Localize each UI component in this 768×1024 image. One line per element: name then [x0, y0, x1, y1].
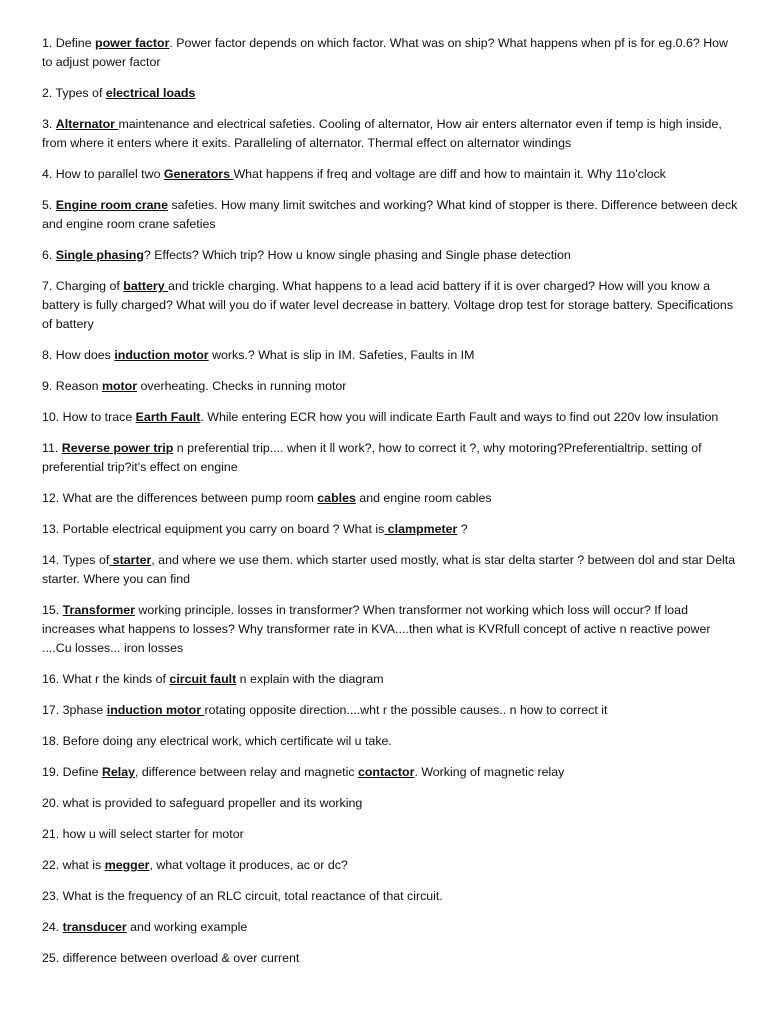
question-keyword: Transformer	[62, 603, 135, 617]
question-item	[42, 918, 738, 937]
question-keyword: motor	[101, 379, 138, 393]
question-text: 14. Types of	[42, 553, 110, 567]
question-keyword: power factor	[95, 36, 170, 50]
question-item	[42, 949, 738, 968]
question-text: 10. How to trace	[42, 410, 136, 424]
question-text: 22. what is	[42, 858, 105, 872]
question-text: n preferential trip.... when it ll work?, how to correct it ?, why motoring?Preferentialtrip. setting of preferential trip?it's effect on engine	[42, 441, 702, 474]
question-item	[42, 115, 738, 153]
question-text: 4. How to parallel two	[42, 167, 164, 181]
question-text: rotating opposite direction....wht r the possible causes.. n how to correct it	[204, 703, 608, 717]
question-text: working principle. losses in transformer? When transformer not working which loss will occur? If load increases what happens to losses? Why transformer rate in KVA....then what is KVRfull concept of active n reactive power ....Cu losses... iron losses	[42, 603, 711, 655]
question-text: . Working of magnetic relay	[414, 765, 565, 779]
question-text: n explain with the diagram	[236, 672, 384, 686]
question-text: overheating. Checks in running motor	[137, 379, 347, 393]
question-keyword: Reverse power trip	[61, 441, 174, 455]
question-item	[42, 520, 738, 539]
question-text: . While entering ECR how you will indicate Earth Fault and ways to find out 220v low insulation	[200, 410, 719, 424]
question-text: 18. Before doing any electrical work, which certificate wil u take.	[42, 734, 392, 748]
question-item	[42, 439, 738, 477]
question-item	[42, 246, 738, 265]
question-text: and working example	[126, 920, 248, 934]
question-text: 20. what is provided to safeguard propeller and its working	[42, 796, 363, 810]
question-text: . Power factor depends on which factor. What was on ship? What happens when pf is for eg.0.6? How to adjust power factor	[42, 36, 728, 69]
question-text: 17. 3phase	[42, 703, 107, 717]
question-text: 9. Reason	[42, 379, 102, 393]
question-text: 15.	[42, 603, 63, 617]
question-text: 1. Define	[42, 36, 96, 50]
question-keyword: Relay	[101, 765, 136, 779]
question-text: 19. Define	[42, 765, 102, 779]
question-text: 21. how u will select starter for motor	[42, 827, 244, 841]
question-item	[42, 165, 738, 184]
question-item	[42, 34, 738, 72]
question-keyword: transducer	[62, 920, 127, 934]
question-text: 23. What is the frequency of an RLC circuit, total reactance of that circuit.	[42, 889, 443, 903]
question-item	[42, 196, 738, 234]
question-text: and engine room cables	[355, 491, 492, 505]
question-text: 8. How does	[42, 348, 115, 362]
question-keyword: induction motor	[114, 348, 209, 362]
question-text: , difference between relay and magnetic	[135, 765, 358, 779]
question-text: 16. What r the kinds of	[42, 672, 170, 686]
question-text: 12. What are the differences between pump room	[42, 491, 318, 505]
question-text: ?	[457, 522, 468, 536]
question-keyword: Single phasing	[55, 248, 144, 262]
question-text: 3.	[42, 117, 56, 131]
question-item	[42, 277, 738, 334]
question-keyword: contactor	[357, 765, 415, 779]
question-keyword: circuit fault	[169, 672, 237, 686]
question-text: maintenance and electrical safeties. Cooling of alternator, How air enters alternator even if temp is high inside, from where it enters where it exits. Paralleling of alternator. Thermal effect on alternator windings	[42, 117, 722, 150]
question-item	[42, 670, 738, 689]
question-text: 13. Portable electrical equipment you carry on board ? What is	[42, 522, 385, 536]
question-text: , what voltage it produces, ac or dc?	[149, 858, 348, 872]
question-item	[42, 701, 738, 720]
question-keyword: Alternator	[55, 117, 119, 131]
question-item	[42, 408, 738, 427]
question-text: 6.	[42, 248, 56, 262]
question-text: 24.	[42, 920, 63, 934]
question-keyword: Engine room crane	[55, 198, 169, 212]
question-item	[42, 856, 738, 875]
question-keyword: clampmeter	[384, 522, 458, 536]
question-text: What happens if freq and voltage are diff and how to maintain it. Why 11o'clock	[233, 167, 666, 181]
question-keyword: Generators	[163, 167, 234, 181]
question-text: 7. Charging of	[42, 279, 124, 293]
question-text: and trickle charging. What happens to a lead acid battery if it is over charged? How will you know a battery is fully charged? What will you do if water level decrease in battery. Voltage drop test for storage battery. Specifications of battery	[42, 279, 734, 331]
question-item	[42, 763, 738, 782]
question-item	[42, 887, 738, 906]
question-item	[42, 825, 738, 844]
question-item	[42, 732, 738, 751]
question-keyword: megger	[104, 858, 150, 872]
question-keyword: electrical loads	[105, 86, 196, 100]
question-text: safeties. How many limit switches and working? What kind of stopper is there. Difference between deck and engine room crane safeties	[42, 198, 738, 231]
question-item	[42, 84, 738, 103]
question-text: works.? What is slip in IM. Safeties, Faults in IM	[208, 348, 475, 362]
question-keyword: starter	[109, 553, 152, 567]
question-text: 25. difference between overload & over current	[42, 951, 300, 965]
question-text: 5.	[42, 198, 56, 212]
question-keyword: Earth Fault	[135, 410, 201, 424]
question-list	[42, 34, 738, 968]
question-item	[42, 601, 738, 658]
question-item	[42, 794, 738, 813]
question-item	[42, 489, 738, 508]
question-item	[42, 377, 738, 396]
question-keyword: induction motor	[106, 703, 205, 717]
question-keyword: cables	[317, 491, 356, 505]
question-item	[42, 346, 738, 365]
question-text: ? Effects? Which trip? How u know single phasing and Single phase detection	[143, 248, 571, 262]
question-item	[42, 551, 738, 589]
question-keyword: battery	[123, 279, 169, 293]
question-text: 11.	[42, 441, 62, 455]
question-text: , and where we use them. which starter used mostly, what is star delta starter ? between dol and star Delta starter. Where you can find	[42, 553, 736, 586]
question-text: 2. Types of	[42, 86, 106, 100]
